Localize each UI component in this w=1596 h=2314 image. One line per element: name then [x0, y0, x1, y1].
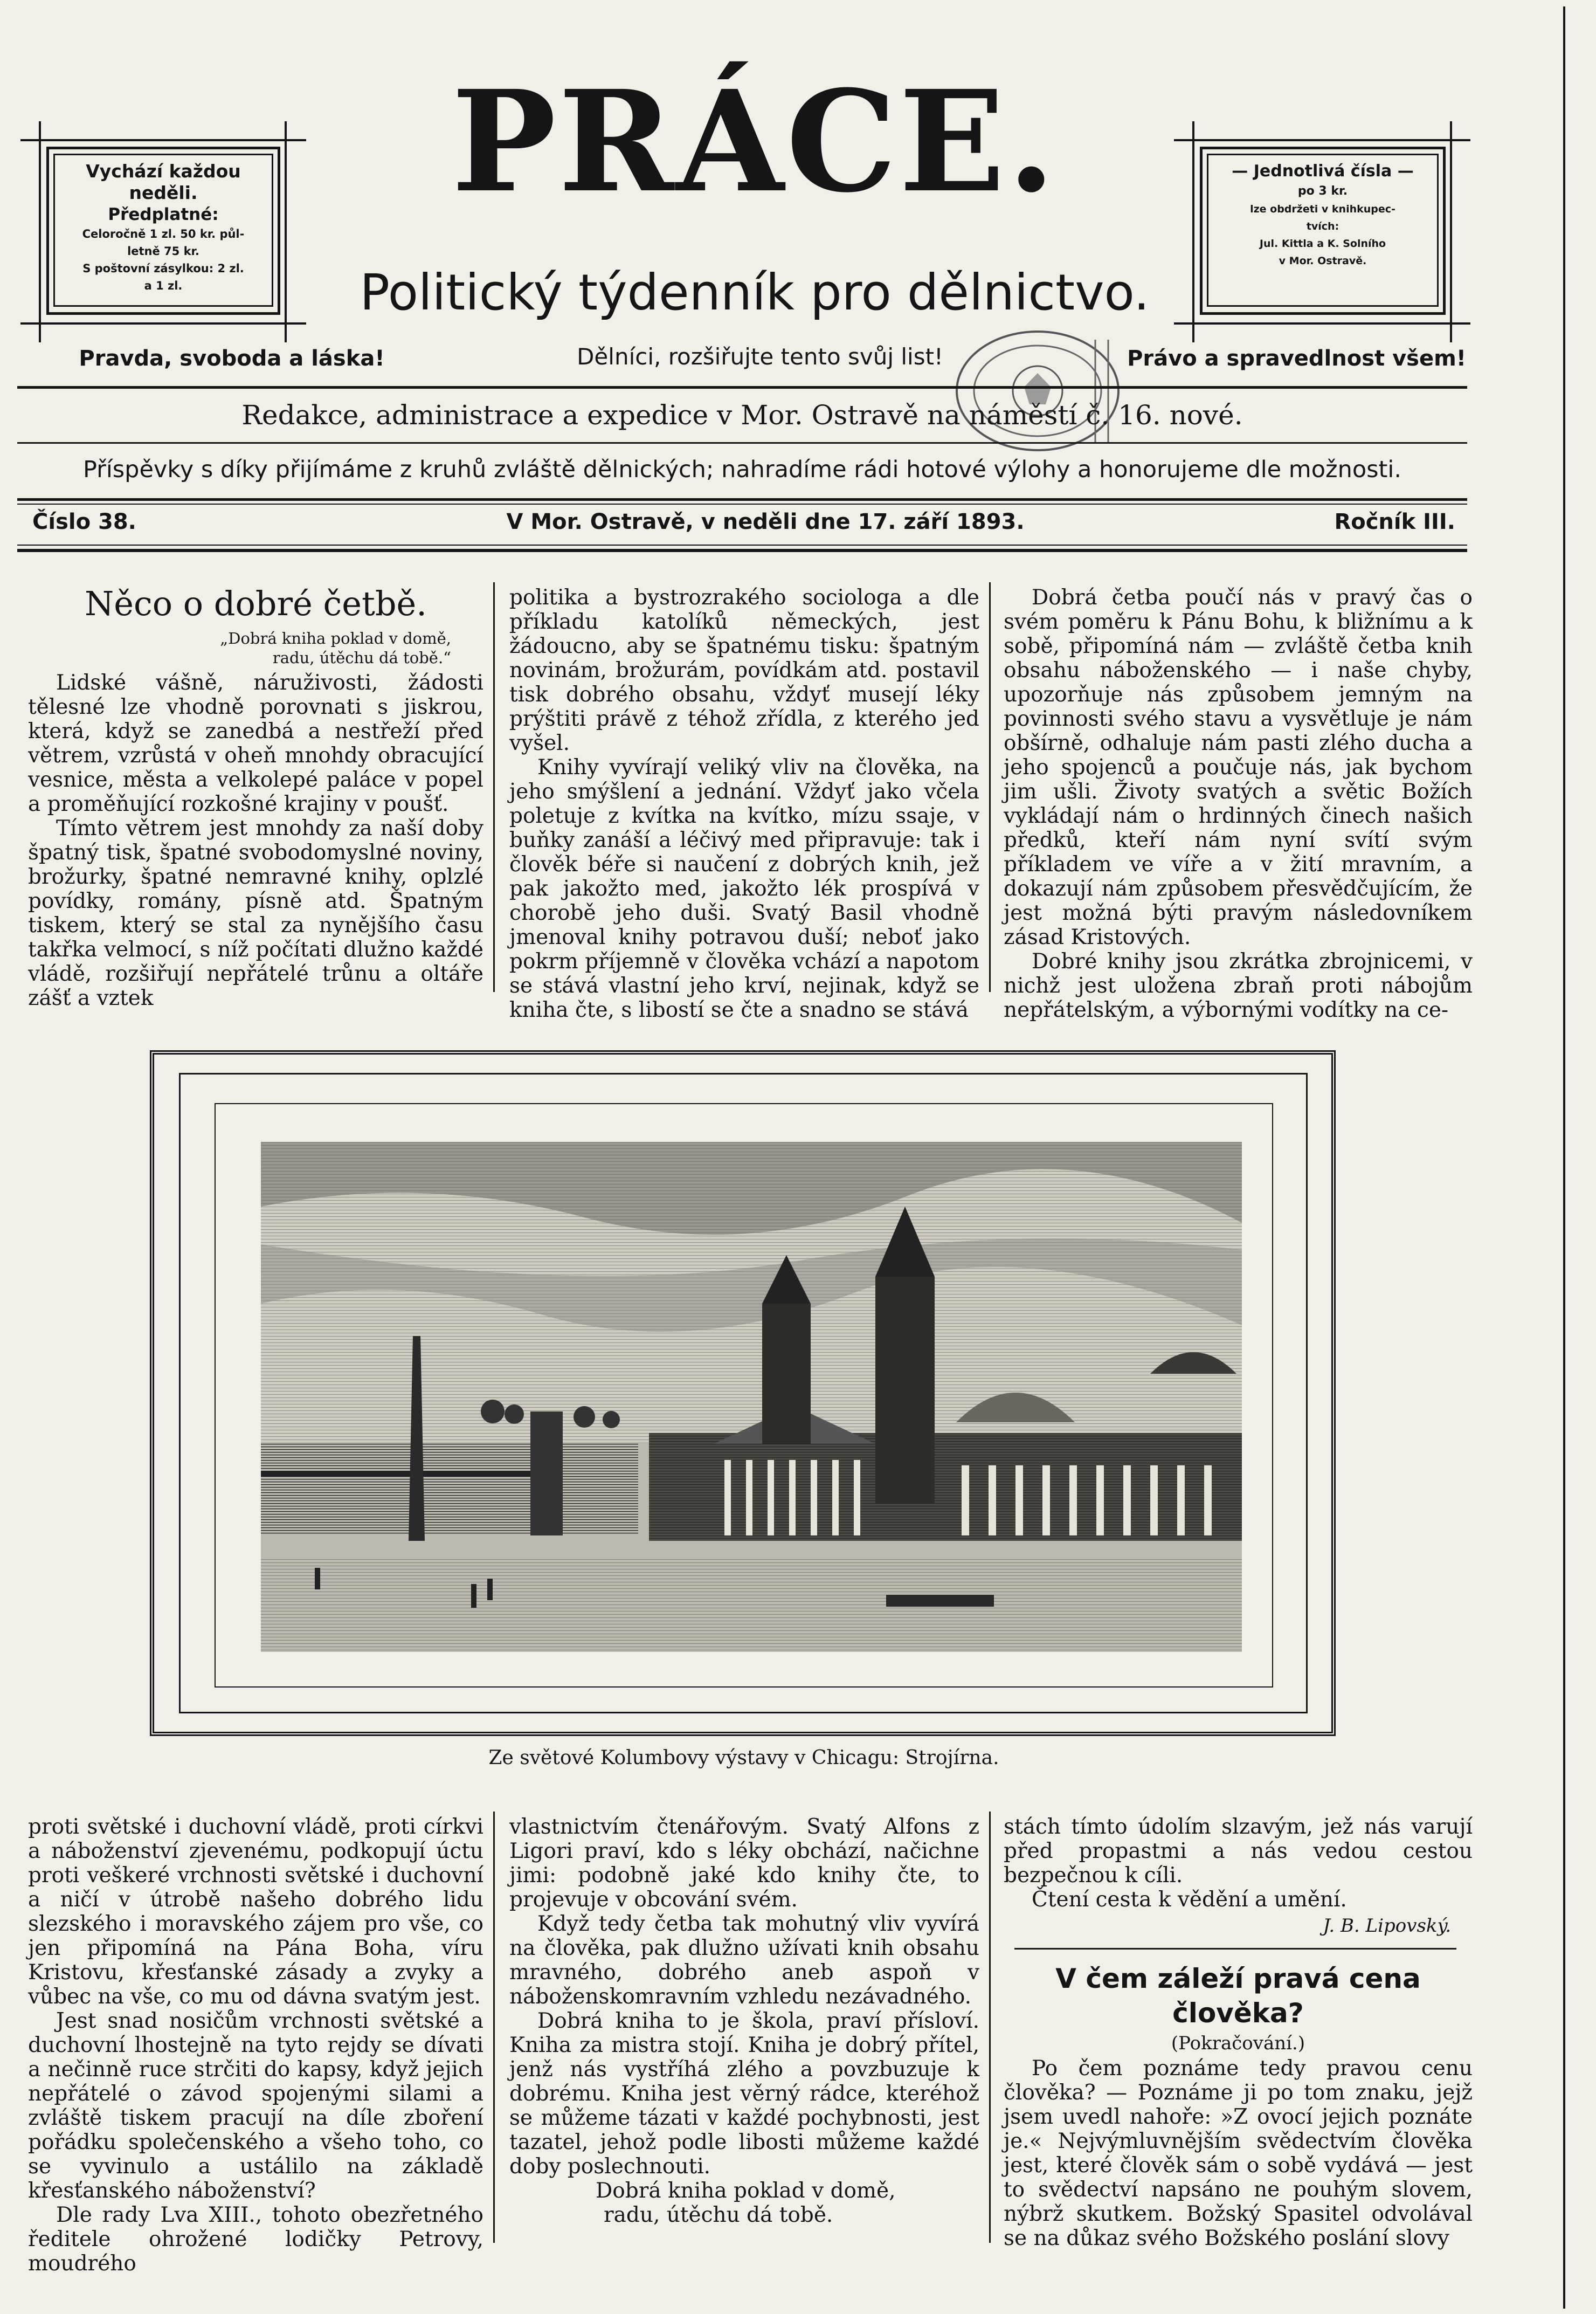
- lower-col2-paragraph-1: vlastnictvím čtenářovým. Svatý Alfons z Ligori praví, kdo s léky obchází, načichne jimi: podobně jaké kdo knihy čte, to projevuje v obcování svém.: [509, 1815, 979, 1912]
- volume: Ročník III.: [1334, 509, 1455, 534]
- upper-column-2: [509, 586, 979, 1022]
- epigraph-line-2: radu, útěchu dá tobě.“: [272, 649, 451, 667]
- left-box-corner-rule-bottom: [20, 322, 306, 325]
- single-copy-line5: Jul. Kittla a K. Solního: [1259, 238, 1386, 250]
- article2-continued: (Pokračování.): [1171, 2033, 1305, 2054]
- single-copy-line1: — Jednotlivá čísla —: [1232, 162, 1414, 181]
- col1-paragraph-1: Lidské vášně, náruživosti, žádosti tělesné lze vhodně porovnati s jiskrou, která, když se zanedbá a nestřeží před větrem, vzrůstá v oheň mnohdy obracující vesnice, města a velkolepé paláce v popel a proměňující rozkošné krajiny v poušť.: [28, 671, 483, 816]
- article-title: Něco o dobré četbě.: [85, 584, 427, 623]
- lower-column-divider-1: [493, 1812, 495, 2243]
- single-copy-line2: po 3 kr.: [1297, 184, 1348, 198]
- masthead-rule-3: [17, 498, 1467, 501]
- issue-date: V Mor. Ostravě, v neděli dne 17. září 1893.: [506, 509, 1025, 534]
- upper-column-divider-1: [493, 582, 495, 992]
- lower-column-3: [1004, 1815, 1473, 2250]
- single-copy-line3: lze obdržeti v knihkupec-: [1250, 203, 1395, 215]
- lower-col2-verse-1: Dobrá kniha poklad v domě,: [596, 2179, 896, 2203]
- lower-col1-paragraph-2: Jest snad nosičům vrchnosti světské a duchovní lhostejně na tyto rejdy se dívati a nečinně ruce strčiti do kapsy, když jejich nepřátelé o závod spojenými silami a zvláště tiskem pracují na díle zboření pořádku společenského a všeho toho, co se vyvinulo a ustálilo na základě křesťanského náboženství?: [28, 2009, 483, 2203]
- newspaper-title: PRÁCE.: [451, 60, 1058, 223]
- left-box-corner-tick-right: [285, 121, 287, 342]
- article-separator: [1014, 1948, 1456, 1950]
- left-box-corner-rule-top: [20, 139, 306, 141]
- masthead-rule-3b: [17, 504, 1467, 505]
- upper-column-3: [1004, 586, 1473, 1022]
- single-copy-line6: v Mor. Ostravě.: [1279, 255, 1367, 267]
- subscription-line3: Celoročně 1 zl. 50 kr. půl-: [82, 228, 245, 240]
- col2-paragraph-2: Knihy vyvírají veliký vliv na člověka, na jeho smýšlení a jednání. Vždyť jako včela poletuje z kvítka na kvítko, mízu ssaje, v buňky zanáší a léčivý med připravuje: tak i člověk béře si naučení z dobrých knih, jež pak jakožto med, jakožto lék prospívá v chorobě jeho duši. Svatý Basil vhodně jmenoval knihy potravou duší; neboť jako pokrm příjemně v člověka vchází a napotom se stává vlastní jeho krví, nejinak, když se kniha čte, s libostí se čte a snadno se stává: [509, 755, 979, 1022]
- subscription-box: [46, 147, 280, 315]
- lower-col2-paragraph-3: Dobrá kniha to je škola, praví přísloví. Kniha za mistra stojí. Kniha je dobrý přítel, jenž nás vystříhá zlého a povzbuzuje k dobrému. Kniha jest věrný rádce, kteréhož se můžeme tázati v každé pochybnosti, jest tazatel, jehož podle libosti můžeme každé doby poslechnouti.: [509, 2009, 979, 2179]
- article2-paragraph-1: Po čem poznáme tedy pravou cenu člověka? — Poznáme ji po tom znaku, jejž jsem uvedl nahoře: »Z ovocí jejich poznáte je.« Nejvýmluvnějším svědectvím člověka jest, které člověk sám o sobě vydává — jest to svědectví napsáno ne pouhým slovem, nýbrž skutkem. Božský Spasitel odvolával se na důkaz svého Božského poslání slovy: [1004, 2056, 1473, 2250]
- article2-title: V čem záleží pravá cena člověka?: [1055, 1963, 1421, 2029]
- contributions-line: Příspěvky s díky přijímáme z kruhů zvláště dělnických; nahradíme rádi hotové výlohy a honorujeme dle možnosti.: [82, 456, 1402, 483]
- subscription-line2: Předplatné:: [108, 205, 219, 224]
- motto-left: Pravda, svoboda a láska!: [79, 346, 385, 371]
- single-copy-line4: tvích:: [1306, 221, 1339, 232]
- address-line: Redakce, administrace a expedice v Mor. Ostravě na náměstí č. 16. nové.: [241, 400, 1243, 431]
- lower-col1-paragraph-3: Dle rady Lva XIII., tohoto obezřetného ředitele ohrožené lodičky Petrovy, moudrého: [28, 2203, 483, 2276]
- upper-column-1: [28, 582, 483, 1010]
- lower-col2-verse-2: radu, útěchu dá tobě.: [604, 2203, 833, 2227]
- lower-col3-paragraph-1: stách tímto údolím slzavým, jež nás varují před propastmi a nás vedou cestou bezpečnou k cíli.: [1004, 1815, 1473, 1888]
- masthead-rule-4b: [17, 549, 1467, 552]
- issue-number: Číslo 38.: [32, 509, 136, 534]
- subscription-line6: a 1 zl.: [144, 279, 183, 292]
- col2-paragraph-1: politika a bystrozrakého sociologa a dle příkladu katolíků německých, jest žádoucno, aby se špatnému tisku: špatným novinám, brožurám, povídkám atd. postavil tisk dobrého obsahu, vždyť musejí léky prýštiti právě z téhož zřídla, z kterého jed vyšel.: [509, 586, 979, 755]
- masthead-rule-2: [17, 442, 1467, 444]
- subscription-line1: Vychází každou neděli.: [86, 161, 241, 203]
- right-box-corner-tick-left: [1192, 121, 1194, 342]
- right-box-corner-rule-top: [1174, 139, 1470, 141]
- upper-column-divider-2: [989, 582, 991, 992]
- masthead-rule-1: [17, 386, 1467, 389]
- masthead-rule-4: [17, 545, 1467, 546]
- lower-column-2: [509, 1815, 979, 2227]
- lower-col2-paragraph-2: Když tedy četba tak mohutný vliv vyvírá na člověka, pak dlužno užívati knih obsahu mravného, dobrého aneb aspoň v náboženskomravním vzhledu nezávadného.: [509, 1912, 979, 2009]
- page-right-border: [1563, 6, 1565, 2309]
- motto-center: Dělníci, rozšiřujte tento svůj list!: [577, 343, 943, 370]
- newspaper-subtitle: Politický týdenník pro dělnictvo.: [360, 264, 1150, 321]
- col3-paragraph-2: Dobré knihy jsou zkrátka zbrojnicemi, v nichž jest uložena zbraň proti nábojům nepřátelským, a výbornými vodítky na ce-: [1004, 949, 1473, 1022]
- lower-column-divider-2: [989, 1812, 991, 2243]
- chicago-machinery-hall-engraving: [261, 1142, 1242, 1652]
- signature: J. B. Lipovský.: [1323, 1915, 1451, 1937]
- left-box-corner-tick-left: [39, 121, 41, 342]
- lower-column-1: [28, 1815, 483, 2276]
- subscription-line5: S poštovní zásylkou: 2 zl.: [82, 262, 244, 275]
- right-box-corner-tick-right: [1450, 121, 1452, 342]
- right-box-corner-rule-bottom: [1174, 322, 1470, 325]
- illustration-caption: Ze světové Kolumbovy výstavy v Chicagu: Strojírna.: [488, 1747, 999, 1769]
- epigraph-line-1: „Dobrá kniha poklad v domě,: [220, 629, 451, 648]
- lower-col3-paragraph-2: Čtení cesta k vědění a umění.: [1032, 1888, 1347, 1912]
- library-stamp: [949, 323, 1127, 458]
- single-copy-box: [1200, 147, 1446, 315]
- subscription-line4: letně 75 kr.: [127, 245, 199, 258]
- col3-paragraph-1: Dobrá četba poučí nás v pravý čas o svém poměru k Pánu Bohu, k bližnímu a k sobě, připomíná nám — zvláště četba knih obsahu náboženského — i naše chyby, upozorňuje nás způsobem jemným na povinnosti svého stavu a vysvětluje je nám obšírně, odhaluje nám pasti zlého ducha a jeho spojenců a poučuje nás, jak bychom jim ušli. Životy svatých a světic Božích vykládají nám o hrdinných činech našich předků, kteří nám nyní svítí svým příkladem ve víře a v žití mravním, a dokazují nám způsobem přesvědčujícím, že jest možná býti pravým následovníkem zásad Kristových.: [1004, 586, 1473, 949]
- lower-col1-paragraph-1: proti světské i duchovní vládě, proti církvi a náboženství zjevenému, podkopují úctu proti veškeré vrchnosti světské i duchovní a ničí v útrobě našeho dobrého lidu slezského i moravského zájem pro vše, co jen připomíná na Pána Boha, víru Kristovu, křesťanské zásady a zvyky a vůbec na vše, co mu od dávna svatým jest.: [28, 1815, 483, 2009]
- motto-right: Právo a spravedlnost všem!: [1127, 346, 1466, 371]
- col1-paragraph-2: Tímto větrem jest mnohdy za naší doby špatný tisk, špatné svobodomyslné noviny, brožurky, špatné nemravné knihy, oplzlé povídky, romány, písně atd. Špatným tiskem, který se stal za nynějšího času takřka velmocí, s níž počítati dlužno každé vládě, rozšiřují nepřátelé trůnu a oltáře zášť a vztek: [28, 816, 483, 1010]
